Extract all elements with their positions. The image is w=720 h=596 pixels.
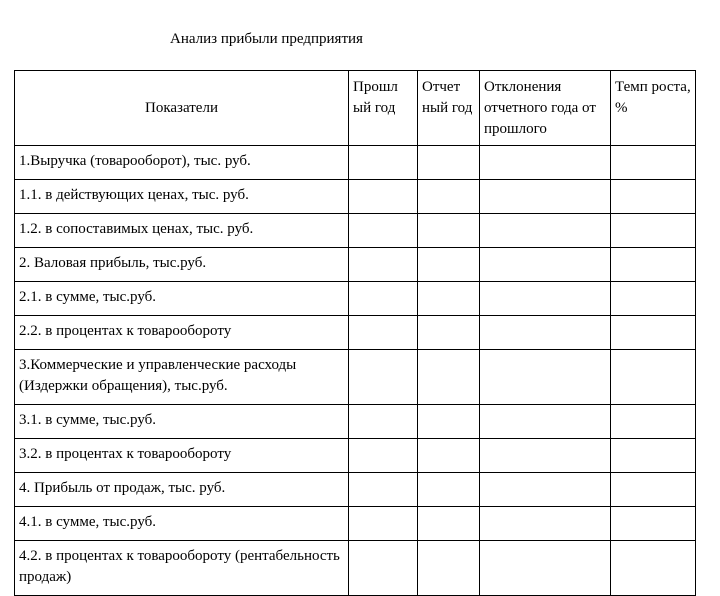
cell-deviation <box>480 439 611 473</box>
table-row <box>15 473 696 507</box>
page-title: Анализ прибыли предприятия <box>170 31 363 47</box>
row-label: 1.1. в действующих ценах, тыс. руб. <box>15 180 349 214</box>
cell-deviation <box>480 541 611 596</box>
table-row <box>15 405 696 439</box>
cell-deviation <box>480 507 611 541</box>
row-label: 3.Коммерческие и управленческие расходы (Издержки обращения), тыс.руб. <box>15 350 349 405</box>
row-label: 1.Выручка (товарооборот), тыс. руб. <box>15 146 349 180</box>
row-label: 3.2. в процентах к товарообороту <box>15 439 349 473</box>
row-label: 4.2. в процентах к товарообороту (рентабельность продаж) <box>15 541 349 596</box>
cell-previous-year <box>349 350 418 405</box>
cell-growth-rate <box>611 405 696 439</box>
cell-deviation <box>480 146 611 180</box>
row-label: 2. Валовая прибыль, тыс.руб. <box>15 248 349 282</box>
profit-analysis-table <box>14 70 696 596</box>
table-row <box>15 439 696 473</box>
header-row <box>15 71 696 146</box>
cell-growth-rate <box>611 350 696 405</box>
cell-deviation <box>480 180 611 214</box>
cell-growth-rate <box>611 214 696 248</box>
cell-reporting-year <box>418 248 480 282</box>
cell-growth-rate <box>611 507 696 541</box>
cell-growth-rate <box>611 541 696 596</box>
cell-reporting-year <box>418 180 480 214</box>
cell-previous-year <box>349 248 418 282</box>
cell-growth-rate <box>611 248 696 282</box>
row-label: 4.1. в сумме, тыс.руб. <box>15 507 349 541</box>
cell-reporting-year <box>418 350 480 405</box>
table-row <box>15 248 696 282</box>
row-label: 3.1. в сумме, тыс.руб. <box>15 405 349 439</box>
cell-growth-rate <box>611 180 696 214</box>
cell-growth-rate <box>611 146 696 180</box>
cell-previous-year <box>349 507 418 541</box>
cell-previous-year <box>349 214 418 248</box>
table-row <box>15 180 696 214</box>
table-row <box>15 350 696 405</box>
row-label: 2.2. в процентах к товарообороту <box>15 316 349 350</box>
table-row <box>15 316 696 350</box>
cell-previous-year <box>349 316 418 350</box>
cell-previous-year <box>349 439 418 473</box>
table-row <box>15 507 696 541</box>
row-label: 2.1. в сумме, тыс.руб. <box>15 282 349 316</box>
header-deviation: Отклонения отчетного года от прошлого <box>480 71 611 146</box>
cell-previous-year <box>349 146 418 180</box>
cell-reporting-year <box>418 405 480 439</box>
cell-deviation <box>480 214 611 248</box>
table-row <box>15 282 696 316</box>
table-row <box>15 541 696 596</box>
header-previous-year: Прошл ый год <box>349 71 418 146</box>
cell-reporting-year <box>418 473 480 507</box>
cell-previous-year <box>349 405 418 439</box>
table-row <box>15 214 696 248</box>
cell-reporting-year <box>418 439 480 473</box>
cell-growth-rate <box>611 282 696 316</box>
header-growth-rate: Темп роста, % <box>611 71 696 146</box>
row-label: 4. Прибыль от продаж, тыс. руб. <box>15 473 349 507</box>
cell-growth-rate <box>611 473 696 507</box>
cell-previous-year <box>349 180 418 214</box>
row-label: 1.2. в сопоставимых ценах, тыс. руб. <box>15 214 349 248</box>
table-row <box>15 146 696 180</box>
cell-reporting-year <box>418 282 480 316</box>
cell-previous-year <box>349 541 418 596</box>
header-reporting-year: Отчет ный год <box>418 71 480 146</box>
cell-deviation <box>480 248 611 282</box>
cell-reporting-year <box>418 541 480 596</box>
cell-previous-year <box>349 282 418 316</box>
cell-deviation <box>480 316 611 350</box>
cell-reporting-year <box>418 507 480 541</box>
cell-deviation <box>480 350 611 405</box>
cell-deviation <box>480 473 611 507</box>
cell-deviation <box>480 282 611 316</box>
header-indicators: Показатели <box>15 71 349 146</box>
cell-reporting-year <box>418 214 480 248</box>
cell-reporting-year <box>418 146 480 180</box>
cell-deviation <box>480 405 611 439</box>
cell-previous-year <box>349 473 418 507</box>
cell-growth-rate <box>611 316 696 350</box>
cell-reporting-year <box>418 316 480 350</box>
cell-growth-rate <box>611 439 696 473</box>
